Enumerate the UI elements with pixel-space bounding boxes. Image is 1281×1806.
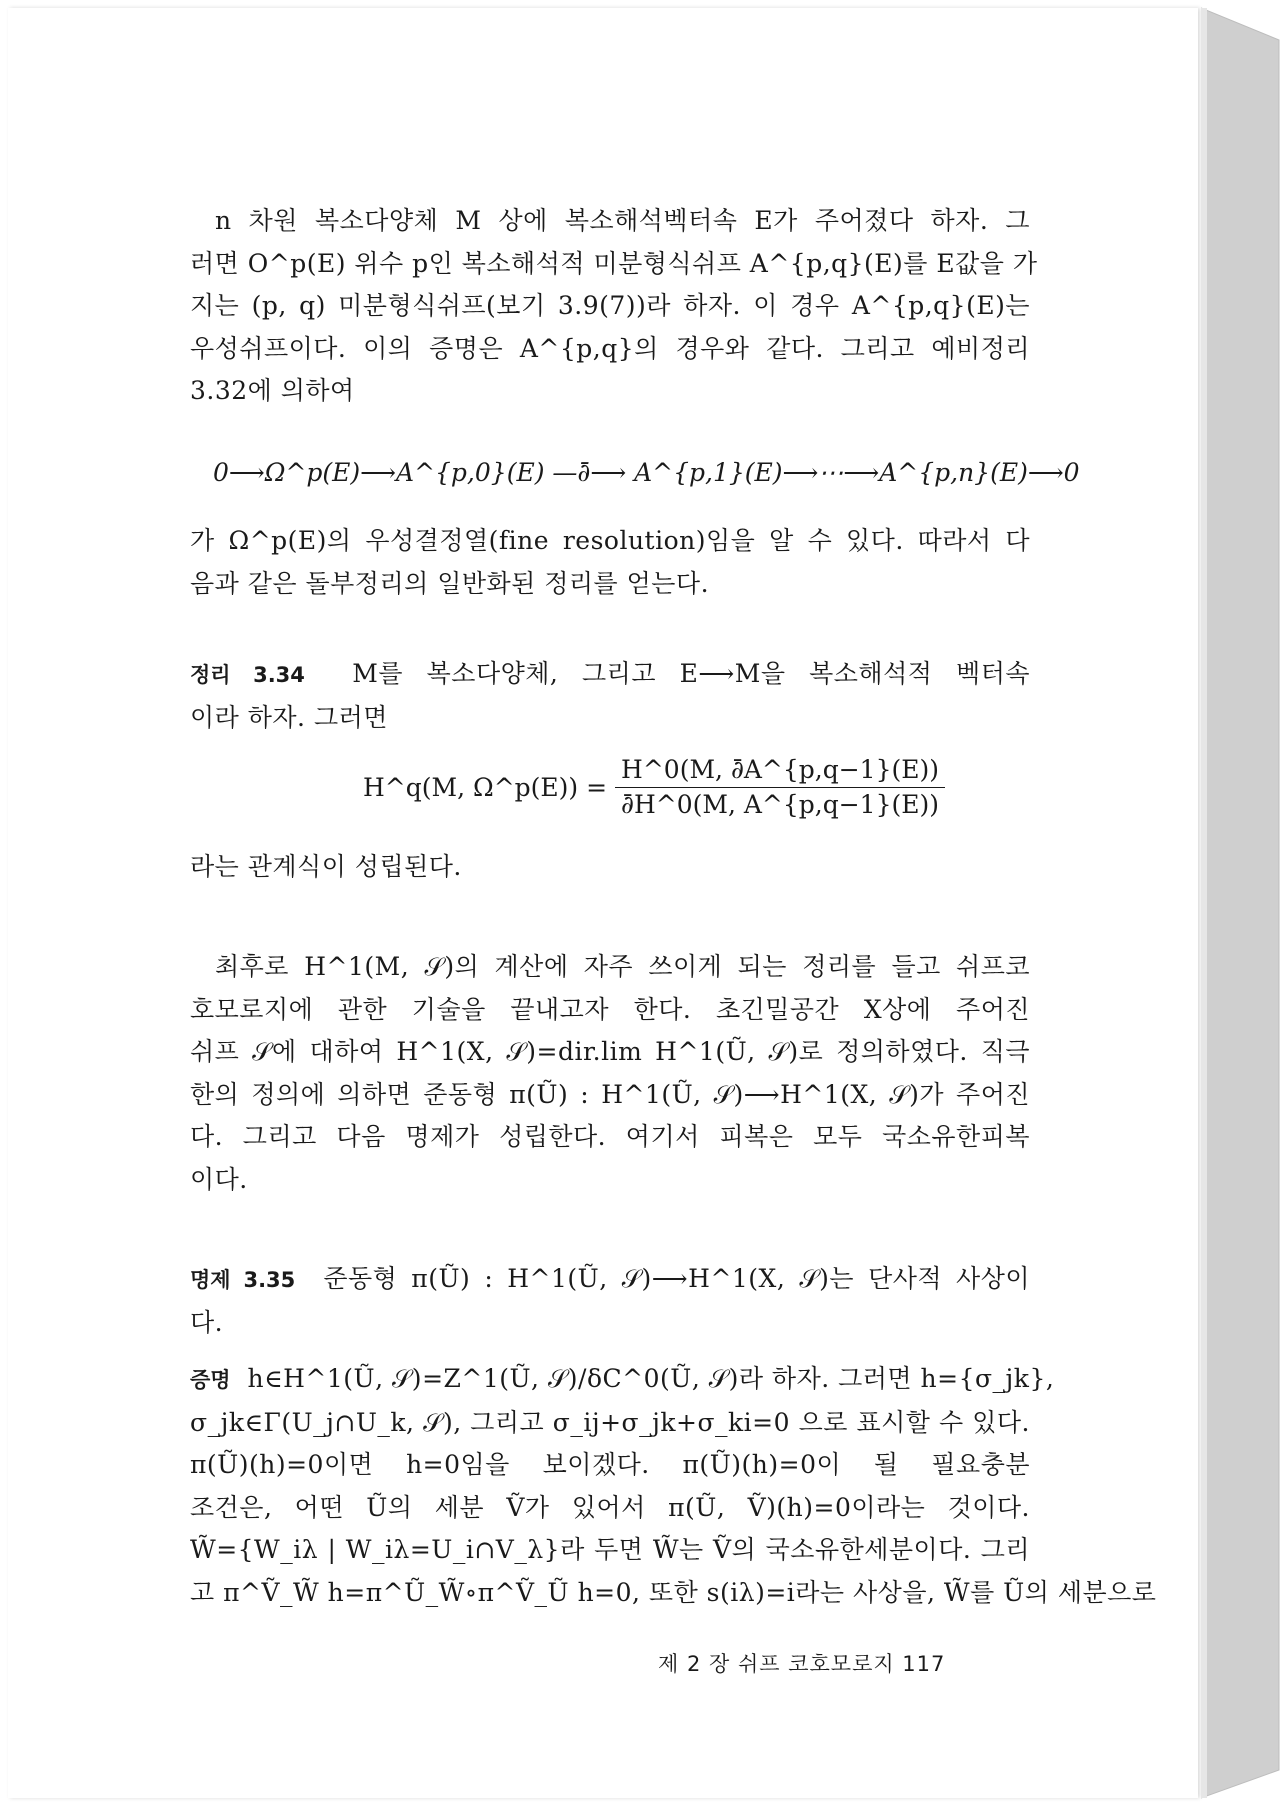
text-line: 우성쉬프이다. 이의 증명은 A^{p,q}의 경우와 같다. 그리고 예비정리 — [190, 333, 1030, 363]
text-line: 이라 하자. 그러면 — [190, 702, 388, 732]
text-line: 호모로지에 관한 기술을 끝내고자 한다. 초긴밀공간 X상에 주어진 — [190, 994, 1030, 1024]
proof-label: 증명 — [190, 1368, 231, 1392]
fraction-numerator: H^0(M, ∂̄A^{p,q−1}(E)) — [615, 753, 945, 788]
text-line — [190, 1358, 1055, 1402]
text-line: σ_jk∈Γ(U_j∩U_k, 𝒮), 그리고 σ_ij+σ_jk+σ_ki=0 으로 표시할 수 있다. — [190, 1407, 1030, 1437]
text-line — [190, 1258, 1030, 1302]
theorem-3-34 — [190, 653, 1030, 739]
proof-text: h∈H^1(Ũ, 𝒮)=Z^1(Ũ, 𝒮)/δC^0(Ũ, 𝒮)라 하자. 그러면 h={σ_jk}, — [247, 1364, 1055, 1393]
text-line: 3.32에 의하여 — [190, 376, 355, 405]
fraction-denominator: ∂̄H^0(M, A^{p,q−1}(E)) — [621, 790, 940, 819]
exact-sequence-equation: 0⟶Ω^p(E)⟶A^{p,0}(E) —∂̄⟶ A^{p,1}(E)⟶⋯⟶A^{p,n}(E)⟶0 — [213, 458, 1080, 487]
text-line: 러면 O^p(E) 위수 p인 복소해석적 미분형식쉬프 A^{p,q}(E)를 E값을 가 — [190, 248, 1038, 278]
text-line: n 차원 복소다양체 M 상에 복소해석벡터속 E가 주어졌다 하자. 그 — [215, 206, 1030, 235]
cohomology-equation — [363, 753, 945, 822]
text-line: 음과 같은 돌부정리의 일반화된 정리를 얻는다. — [190, 568, 710, 598]
text-line: 고 π^Ṽ_W̃ h=π^Ũ_W̃∘π^Ṽ_Ũ h=0, 또한 s(iλ)=i라는 사상을, W̃를 Ũ의 세분으로 — [190, 1577, 1157, 1607]
text-line: 최후로 H^1(M, 𝒮)의 계산에 자주 쓰이게 되는 정리를 들고 쉬프코 — [215, 952, 1030, 981]
text-line: 다. 그리고 다음 명제가 성립한다. 여기서 피복은 모두 국소유한피복 — [190, 1122, 1030, 1151]
book-spine — [1201, 0, 1281, 1806]
proposition-3-35 — [190, 1258, 1030, 1344]
text-line: 쉬프 𝒮에 대하여 H^1(X, 𝒮)=dir.lim H^1(Ũ, 𝒮)로 정의하였다. 직극 — [190, 1037, 1030, 1066]
text-line: 다. — [190, 1307, 224, 1337]
text-line: 이다. — [190, 1164, 248, 1194]
text-line: W̃={W_iλ | W_iλ=U_i∩V_λ}라 두면 W̃는 Ṽ의 국소유한세분이다. 그리 — [190, 1535, 1030, 1564]
theorem-text: M를 복소다양체, 그리고 E⟶M을 복소해석적 벡터속 — [352, 659, 1030, 688]
text-line: 한의 정의에 의하면 준동형 π(Ũ) : H^1(Ũ, 𝒮)⟶H^1(X, 𝒮)가 주어진 — [190, 1079, 1030, 1109]
text-line: 조건은, 어떤 Ũ의 세분 Ṽ가 있어서 π(Ũ, Ṽ)(h)=0이라는 것이다. — [190, 1492, 1030, 1522]
proof — [190, 1358, 1157, 1614]
equation-fraction — [615, 753, 945, 822]
text-line: 지는 (p, q) 미분형식쉬프(보기 3.9(7))라 하자. 이 경우 A^{p,q}(E)는 — [190, 291, 1030, 320]
paragraph-1 — [190, 200, 1038, 413]
theorem-label: 정리 3.34 — [190, 663, 305, 687]
text-line: 가 Ω^p(E)의 우성결정열(fine resolution)임을 알 수 있다. 따라서 다 — [190, 526, 1030, 555]
theorem-3-34-conclusion — [190, 846, 1030, 889]
text-line: 라는 관계식이 성립된다. — [190, 852, 462, 881]
book-page — [8, 8, 1198, 1798]
equation-lhs: H^q(M, Ω^p(E)) = — [363, 773, 608, 802]
paragraph-2 — [190, 520, 1030, 605]
text-line — [190, 653, 1030, 697]
paragraph-3 — [190, 946, 1030, 1201]
text-line: π(Ũ)(h)=0이면 h=0임을 보이겠다. π(Ũ)(h)=0이 될 필요충분 — [190, 1450, 1030, 1479]
proposition-label: 명제 3.35 — [190, 1268, 296, 1292]
proposition-text: 준동형 π(Ũ) : H^1(Ũ, 𝒮)⟶H^1(X, 𝒮)는 단사적 사상이 — [323, 1264, 1031, 1293]
page-footer: 제 2 장 쉬프 코호모로지 117 — [658, 1652, 946, 1676]
